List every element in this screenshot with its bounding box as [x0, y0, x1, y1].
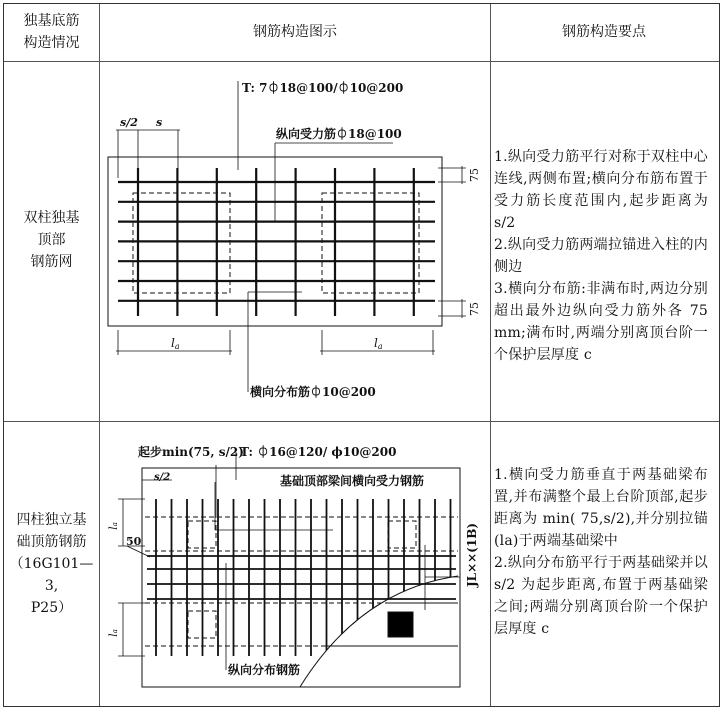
label-beam-id: JL××(1B)	[465, 522, 479, 588]
dim-s: s	[156, 116, 163, 129]
label-distribution-bars: 纵向分布钢筋	[228, 663, 301, 677]
header-points: 钢筋构造要点	[562, 23, 646, 40]
distribution-bars	[147, 556, 456, 599]
column-section	[388, 612, 413, 637]
note: 2.纵向受力筋两端拉锚进入柱的内侧边	[494, 237, 708, 275]
header-diagram: 钢筋构造图示	[253, 23, 337, 40]
dim-s-half: s/2	[154, 472, 171, 483]
header-case: 独基底筋 构造情况	[23, 12, 80, 51]
note: 3.横向分布筋:非满布时,两边分别超出最外边纵向受力筋外各 75 mm;满布时,两端分别离顶台阶一个保护层厚度 c	[494, 281, 708, 363]
note: 1.纵向受力筋平行对称于双柱中心连线,两侧布置;横向分布筋布置于受力筋长度范围内,起步距离为 s/2	[494, 149, 708, 231]
dim-la-right: la	[374, 336, 383, 351]
label-longitudinal: 纵向受力筋⏀18@100	[276, 127, 402, 141]
label-transverse: 横向分布筋⏀10@200	[250, 385, 376, 399]
longitudinal-bars	[118, 182, 435, 301]
dim-50: 50	[126, 535, 142, 548]
dim-la-bottom: la	[107, 629, 120, 637]
note: 1.横向受力筋垂直于两基础梁布置,并布满整个最上台阶顶部,起步距离为 min( 75,s/2),并分别拉锚(la)于两端基础梁中	[494, 467, 708, 549]
dim-la-top: la	[107, 522, 120, 530]
case-double-column: 双柱独基 顶部 钢筋网	[23, 210, 80, 270]
column-outlines	[133, 193, 419, 293]
dim-la-left: la	[171, 336, 180, 351]
foundation-outline	[142, 468, 460, 687]
dim-75-bottom: 75	[468, 302, 481, 316]
dim-75-top: 75	[468, 168, 481, 182]
break-curve	[300, 576, 458, 687]
label-start-distance: 起步min(75, s/2)	[138, 445, 244, 459]
note: 2.纵向分布筋平行于两基础梁并以 s/2 为起步距离,布置于两基础梁之间;两端分别离顶台阶一个保护层厚度 c	[494, 555, 708, 637]
label-T-spec: T: 7⏀18@100/⏀10@200	[242, 81, 404, 95]
dim-s-half: s/2	[120, 116, 138, 129]
label-T-spec: T: ⏀16@120/ ϕ10@200	[240, 445, 397, 459]
label-beam-bars: 基础顶部梁间横向受力钢筋	[280, 474, 425, 488]
case-four-column: 四柱独立基 础顶筋钢筋 （16G101—3, P25）	[9, 511, 94, 616]
